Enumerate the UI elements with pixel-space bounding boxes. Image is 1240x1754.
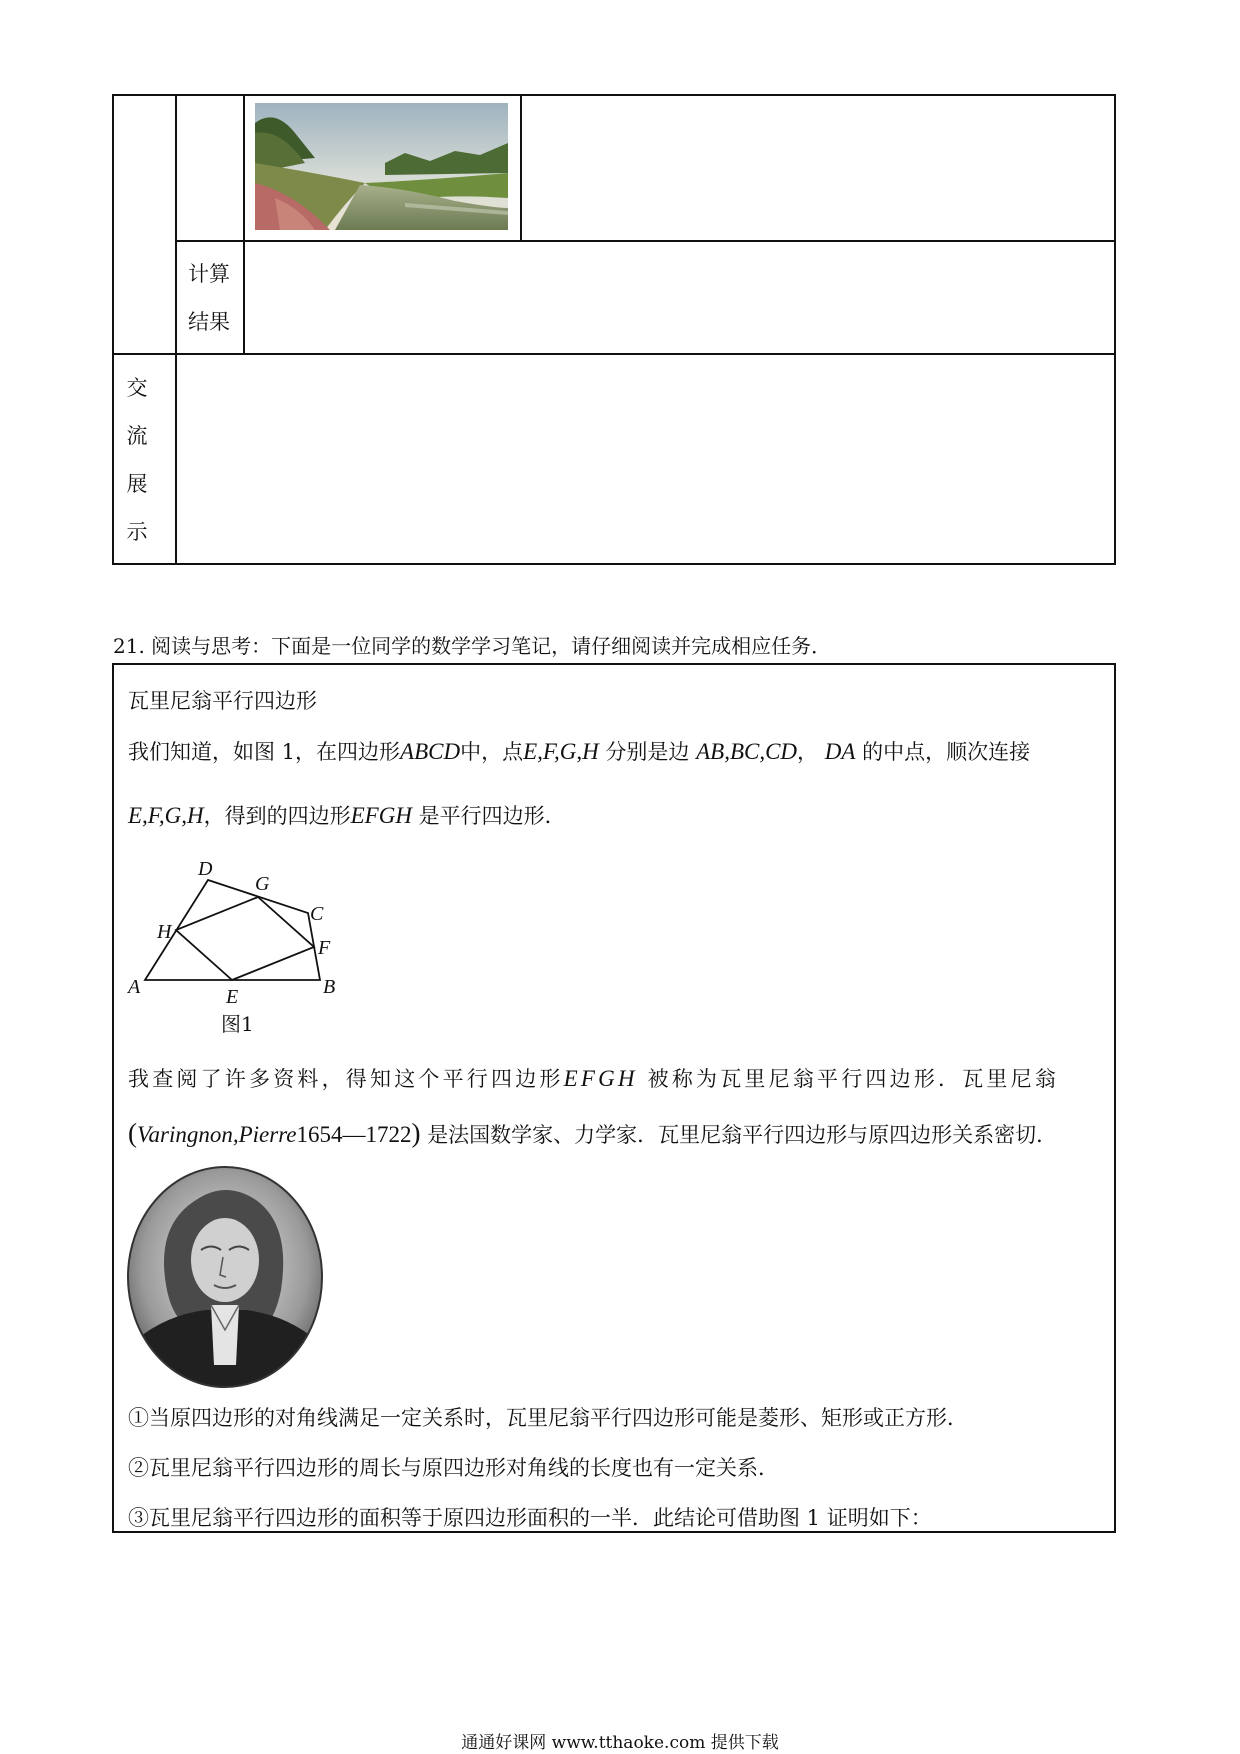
varignon-portrait: [126, 1165, 324, 1390]
item-3: ③瓦里尼翁平行四边形的面积等于原四边形面积的一半．此结论可借助图 1 证明如下：: [128, 1506, 932, 1530]
label-a: A: [128, 976, 141, 998]
calc-result-label: 计算 结果: [188, 262, 230, 334]
exchange-label: 交 流 展 示: [126, 376, 148, 544]
figure-caption: 图1: [221, 1012, 254, 1036]
parallelogram-efgh: [176, 897, 314, 980]
note-title: 瓦里尼翁平行四边形: [128, 689, 317, 713]
item-1: ①当原四边形的对角线满足一定关系时，瓦里尼翁平行四边形可能是菱形、矩形或正方形．: [128, 1406, 968, 1430]
paragraph-1: 我们知道，如图 1，在四边形ABCD中，点E,F,G,H 分别是边 AB,BC,CD， DA 的中点，顺次连接: [128, 739, 1031, 764]
label-d: D: [198, 858, 213, 880]
label-b: B: [323, 976, 336, 998]
label-g: G: [255, 873, 270, 895]
label-e: E: [226, 986, 239, 1008]
item-2: ②瓦里尼翁平行四边形的周长与原四边形对角线的长度也有一定关系．: [128, 1456, 779, 1480]
footer-watermark: 通通好课网 www.tthaoke.com 提供下载: [461, 1733, 779, 1753]
label-c: C: [310, 903, 324, 925]
label-f: F: [318, 937, 331, 959]
label-h: H: [157, 921, 172, 943]
paragraph-2: E,F,G,H，得到的四边形EFGH 是平行四边形．: [128, 803, 566, 828]
paragraph-3: 我查阅了许多资料，得知这个平行四边形EFGH 被称为瓦里尼翁平行四边形．瓦里尼翁: [128, 1066, 1060, 1091]
landscape-photo: [255, 103, 508, 230]
paragraph-4: (Varingnon,Pierre1654—1722) 是法国数学家、力学家．瓦里尼翁平行四边形与原四边形关系密切．: [128, 1118, 1058, 1148]
question-heading: 21. 阅读与思考：下面是一位同学的数学学习笔记，请仔细阅读并完成相应任务．: [113, 634, 832, 658]
figure-1-quadrilateral: [120, 850, 360, 1040]
